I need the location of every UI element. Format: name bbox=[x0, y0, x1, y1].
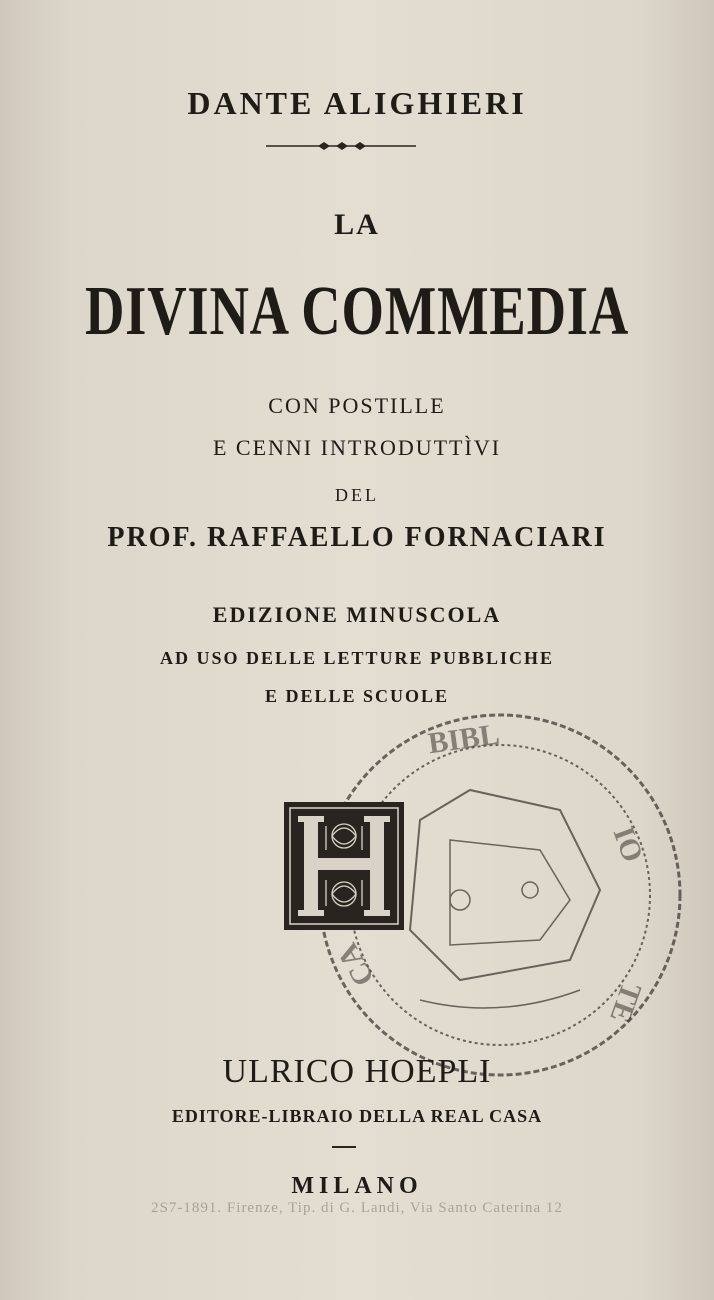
title-article: LA bbox=[334, 208, 380, 241]
svg-text:TE: TE bbox=[603, 978, 648, 1028]
publisher-role: EDITORE-LIBRAIO DELLA REAL CASA bbox=[171, 1106, 543, 1126]
subtitle-line-2: E CENNI INTRODUTTÌVI bbox=[212, 435, 502, 460]
publisher-device-icon bbox=[282, 800, 406, 932]
book-title: DIVINA COMMEDIA bbox=[84, 273, 630, 350]
editor-name: PROF. RAFFAELLO FORNACIARI bbox=[107, 522, 607, 553]
edition-label: EDIZIONE MINUSCOLA bbox=[212, 602, 502, 627]
purpose-line-2: E DELLE SCUOLE bbox=[264, 686, 450, 706]
preposition: DEL bbox=[335, 485, 379, 505]
svg-text:IO: IO bbox=[606, 822, 650, 867]
printer-note: 2S7-1891. Firenze, Tip. di G. Landi, Via Santo Caterina 12 bbox=[151, 1200, 563, 1216]
publisher-name: ULRICO HOEPLI bbox=[222, 1053, 492, 1090]
purpose-line-1: AD USO DELLE LETTURE PUBBLICHE bbox=[159, 648, 555, 668]
publication-city: MILANO bbox=[291, 1173, 423, 1199]
imprint-divider bbox=[332, 1146, 356, 1148]
ornament-rule-icon bbox=[266, 140, 416, 152]
svg-text:BIBL: BIBL bbox=[425, 717, 502, 761]
svg-text:CA: CA bbox=[330, 937, 382, 992]
subtitle-line-1: CON POSTILLE bbox=[268, 393, 446, 418]
author-name: DANTE ALIGHIERI bbox=[187, 85, 527, 121]
